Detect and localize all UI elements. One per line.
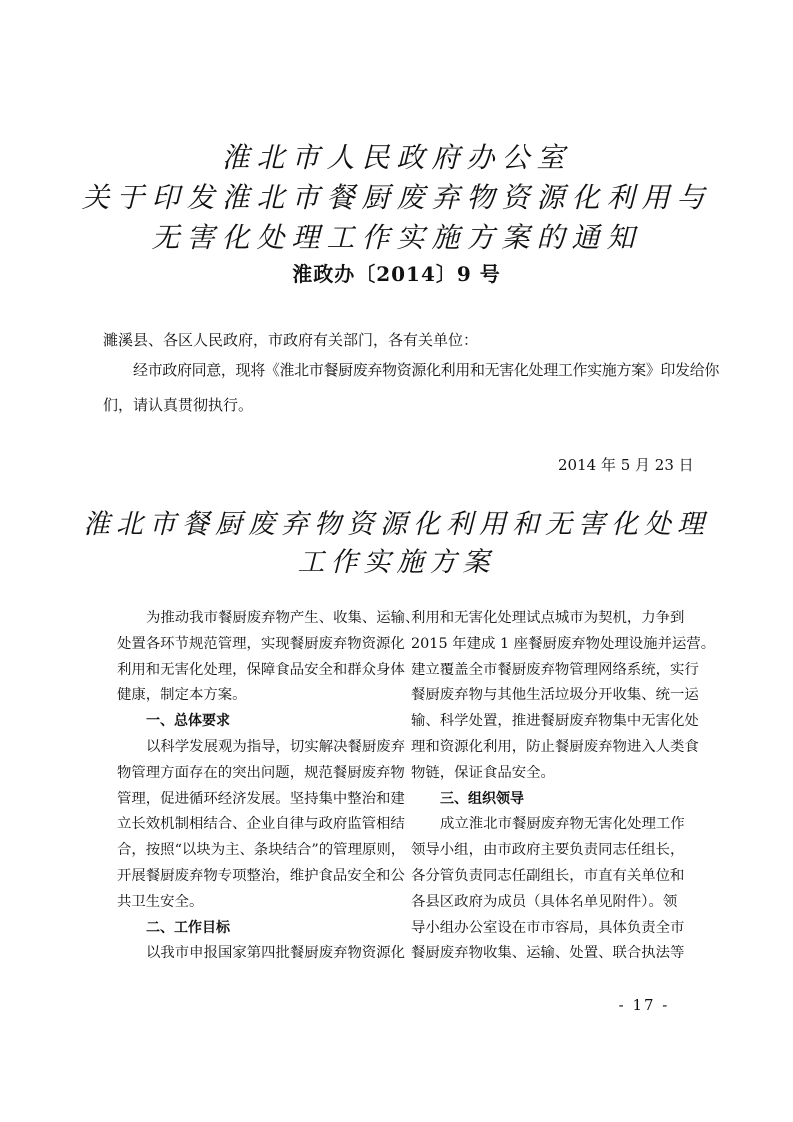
paragraph-line: 领导小组，由市政府主要负责同志任组长，	[411, 842, 685, 859]
paragraph-line: 利用和无害化处理，保障食品安全和群众身体	[117, 661, 405, 678]
paragraph-line: 输、科学处置，推进餐厨废弃物集中无害化处	[411, 713, 699, 730]
paragraph-line: 以我市申报国家第四批餐厨废弃物资源化	[146, 945, 406, 962]
paragraph-line: 理和资源化利用，防止餐厨废弃物进入人类食	[411, 738, 699, 755]
paragraph-line: 开展餐厨废弃物专项整治，维护食品安全和公	[117, 867, 405, 884]
paragraph-line: 2015 年建成 1 座餐厨废弃物处理设施并运营。	[411, 635, 716, 652]
paragraph-line: 合，按照“以块为主、条块结合”的管理原则，	[117, 842, 406, 859]
document-number: 淮政办〔2014〕9 号	[292, 262, 501, 286]
paragraph-line: 共卫生安全。	[117, 893, 204, 910]
paragraph-line: 导小组办公室设在市市容局，具体负责全市	[411, 919, 685, 936]
paragraph-line: 以科学发展观为指导，切实解决餐厨废弃	[146, 738, 406, 755]
right-text-column	[411, 606, 716, 967]
paragraph-line: 利用和无害化处理试点城市为契机，力争到	[411, 610, 685, 626]
issue-date: 2014 年 5 月 23 日	[558, 456, 694, 474]
plan-title-line-2: 工作实施方案	[297, 547, 496, 578]
notice-body-line-2: 们，请认真贯彻执行。	[103, 396, 254, 414]
notice-body-line-1: 经市政府同意，现将《淮北市餐厨废弃物资源化利用和无害化处理工作实施方案》印发给你	[133, 361, 720, 379]
section-heading-organization: 三、组织领导	[440, 790, 524, 807]
notice-title-line-3: 无害化处理工作实施方案的通知	[151, 221, 642, 254]
paragraph-line: 为推动我市餐厨废弃物产生、收集、运输、	[146, 610, 420, 626]
addressee-line: 濉溪县、各区人民政府，市政府有关部门，各有关单位：	[103, 331, 479, 349]
paragraph-line: 餐厨废弃物与其他生活垃圾分开收集、统一运	[411, 687, 699, 704]
notice-title-line-1: 淮北市人民政府办公室	[221, 141, 572, 174]
paragraph-line: 建立覆盖全市餐厨废弃物管理网络系统，实行	[411, 661, 699, 678]
left-text-column	[117, 606, 420, 967]
paragraph-line: 物管理方面存在的突出问题，规范餐厨废弃物	[117, 764, 405, 781]
notice-title-line-2: 关于印发淮北市餐厨废弃物资源化利用与	[81, 181, 712, 214]
paragraph-line: 餐厨废弃物收集、运输、处置、联合执法等	[411, 945, 685, 962]
paragraph-line: 成立淮北市餐厨废弃物无害化处理工作	[440, 816, 685, 833]
paragraph-line: 物链，保证食品安全。	[411, 764, 555, 781]
paragraph-line: 管理，促进循环经济发展。坚持集中整治和建	[117, 790, 405, 807]
paragraph-line: 健康，制定本方案。	[117, 687, 247, 704]
paragraph-line: 各分管负责同志任副组长，市直有关单位和	[411, 867, 685, 884]
paragraph-line: 各县区政府为成员（具体名单见附件）。领	[411, 893, 678, 910]
section-heading-work-goals: 二、工作目标	[146, 919, 230, 936]
section-heading-general-requirements: 一、总体要求	[146, 713, 230, 730]
paragraph-line: 处置各环节规范管理，实现餐厨废弃物资源化	[117, 635, 405, 652]
page-number: - 17 -	[618, 996, 670, 1014]
paragraph-line: 立长效机制相结合、企业自律与政府监管相结	[117, 816, 405, 833]
plan-title-line-1: 淮北市餐厨废弃物资源化利用和无害化处理	[83, 509, 710, 540]
